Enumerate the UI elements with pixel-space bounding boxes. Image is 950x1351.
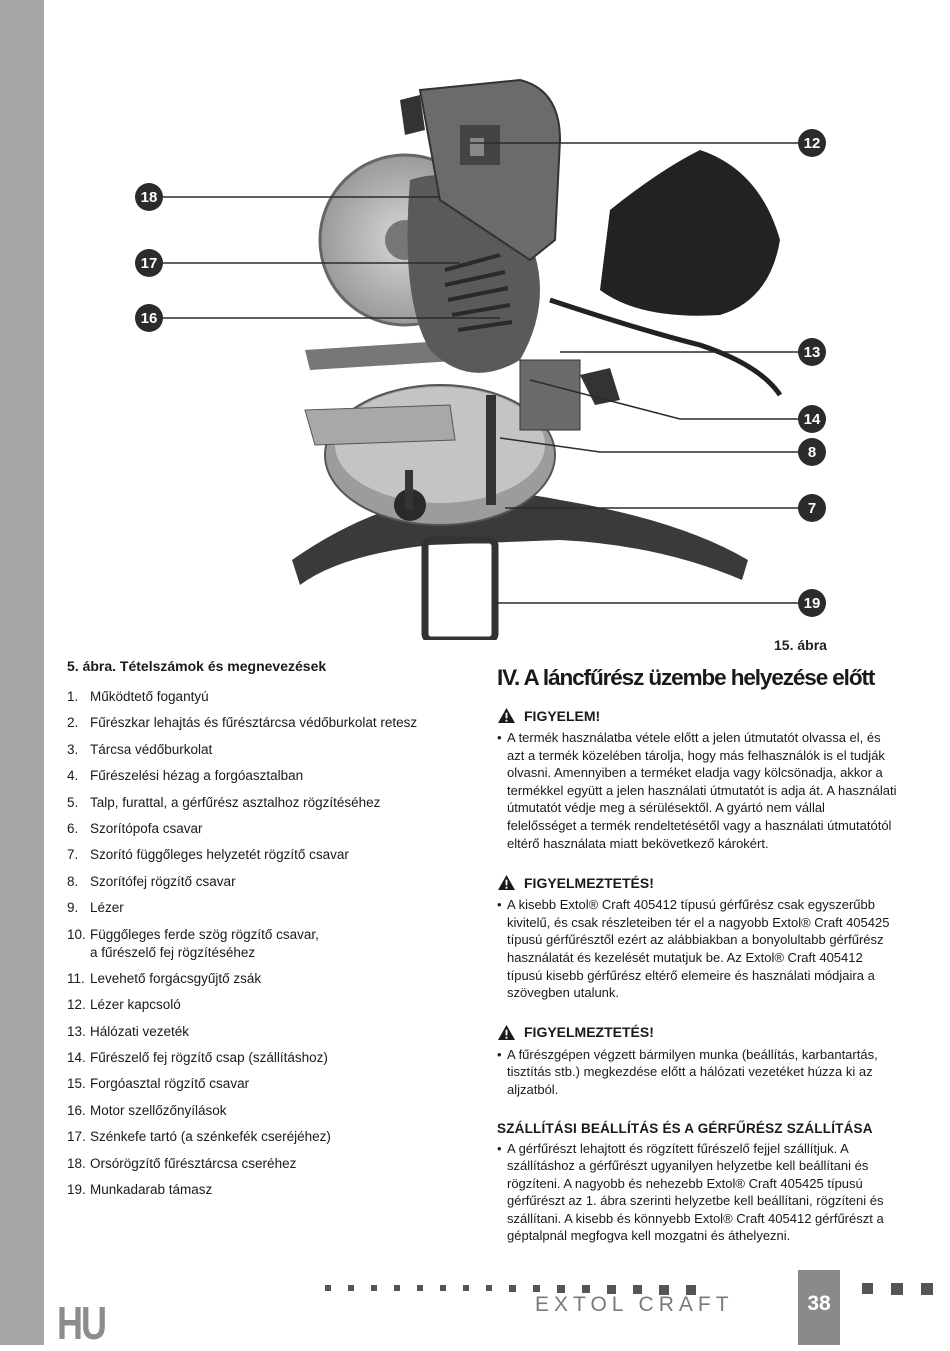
part-name: Szorítófej rögzítő csavar: [90, 873, 236, 889]
bullet-dot: •: [497, 1046, 502, 1062]
transport-text: [497, 1140, 897, 1246]
footer-square: [891, 1283, 903, 1295]
footer-square: [486, 1285, 492, 1291]
warning-heading: [497, 1024, 897, 1041]
callout-14: 14: [798, 405, 826, 433]
parts-list-item: [67, 1181, 467, 1199]
parts-list-item: [67, 846, 467, 864]
warning-text: [497, 729, 897, 852]
warning-text-content: A termék használatba vétele előtt a jelen útmutatót olvassa el, és azt a termék közelében tárolja, hogy más felhasználók is el tudják olvasni. Amennyiben a terméket eladja vagy kölcsönadja, akkor a termékkel együtt a jelen használati útmutatót is adja át. A használati útmutatót védje meg a sérülésektől. A gyártó nem vállal felelősséget a termék rendeltetésétől vagy a használati útmutatótól eltérő használata miatt bekövetkező károkért.: [507, 730, 897, 851]
part-name: Hálózati vezeték: [90, 1023, 190, 1039]
part-name: Talp, furattal, a gérfűrész asztalhoz rögzítéséhez: [90, 794, 381, 810]
warning-text: [497, 1046, 897, 1099]
part-number: 7.: [67, 847, 79, 863]
part-number: 11.: [67, 970, 85, 986]
warning-triangle-icon: [497, 874, 516, 891]
figure-caption: 15. ábra: [774, 637, 827, 653]
callout-17: 17: [135, 249, 163, 277]
section-title: IV. A láncfűrész üzembe helyezése előtt: [497, 665, 875, 690]
transport-text-content: A gérfűrészt lehajtott és rögzített fűrészelő fejjel szállítjuk. A szállításhoz a gérfűrészt ugyanilyen helyzetbe kell beállítani és rögzíteni. A nagyobb és nehezebb Extol® Craft 405425 típusú gérfűrészt az 1. ábra szerinti helyzetbe kell beállítani, rögzíteni és szállítani. A kisebb és könnyebb Extol® Craft 405412 gérfűrészt a géptalpnál megfogva kell mozgatni és áthelyezni.: [507, 1140, 884, 1244]
part-name: Lézer: [90, 900, 124, 916]
parts-list-item: [67, 873, 467, 891]
parts-list-section: [67, 658, 467, 1207]
warning-heading: [497, 874, 897, 891]
part-name: Lézer kapcsoló: [90, 997, 181, 1013]
transport-heading: SZÁLLÍTÁSI BEÁLLÍTÁS ÉS A GÉRFŰRÉSZ SZÁLLÍTÁSA: [497, 1120, 873, 1136]
warning-text: [497, 896, 897, 1002]
part-name: Forgóasztal rögzítő csavar: [90, 1076, 250, 1092]
bullet-dot: •: [497, 897, 502, 913]
part-number: 10.: [67, 926, 86, 942]
parts-list-item: [67, 1049, 467, 1067]
footer-square: [557, 1285, 565, 1293]
footer-square: [325, 1285, 331, 1291]
part-name: Függőleges ferde szög rögzítő csavar, a fűrészelő fej rögzítéséhez: [90, 926, 319, 960]
warning-label: FIGYELEM!: [524, 707, 601, 724]
callout-13: 13: [798, 338, 826, 366]
footer-squares-right: [862, 1283, 933, 1295]
warning-text-content: A fűrészgépen végzett bármilyen munka (beállítás, karbantartás, tisztítás stb.) megkezdése előtt a hálózati vezetéket húzza ki az aljzatból.: [507, 1046, 878, 1097]
parts-list-item: [67, 926, 467, 962]
parts-list-item: [67, 970, 467, 988]
footer-square: [440, 1285, 446, 1291]
parts-list-item: [67, 996, 467, 1014]
parts-list-item: [67, 767, 467, 785]
part-name: Szorítópofa csavar: [90, 820, 203, 836]
part-name: Orsórögzítő fűrésztárcsa cseréhez: [90, 1155, 297, 1171]
bullet-dot: •: [497, 730, 502, 745]
warning-triangle-icon: [497, 1024, 516, 1041]
footer-square: [582, 1285, 590, 1293]
part-number: 17.: [67, 1129, 86, 1145]
parts-list-title: 5. ábra. Tételszámok és megnevezések: [67, 658, 327, 674]
footer-square: [417, 1285, 423, 1291]
part-number: 12.: [67, 997, 86, 1013]
part-name: Szorító függőleges helyzetét rögzítő csavar: [90, 847, 349, 863]
warning-label: FIGYELMEZTETÉS!: [524, 874, 654, 891]
parts-list-item: [67, 1155, 467, 1173]
warning-text-content: A kisebb Extol® Craft 405412 típusú gérfűrész csak egyszerűbb kivitelű, és csak részleteiben tér el a nagyobb Extol® Craft 405425 típusú gérfűrésztől ezért az alábbiakban a bonyolultabb gérfűrész használatát és kezelését mutatjuk be. Az Extol® Craft 405412 típusú kisebb gérfűrész eltérő elemeire és használati módjaira a szövegben utalunk.: [507, 897, 890, 1001]
parts-list-item: [67, 1128, 467, 1146]
warning-heading: [497, 707, 897, 724]
warning-label: FIGYELMEZTETÉS!: [524, 1024, 654, 1041]
part-number: 6.: [67, 820, 79, 836]
part-name: Fűrészelő fej rögzítő csap (szállításhoz): [90, 1050, 328, 1066]
part-name: Fűrészkar lehajtás és fűrésztárcsa védőburkolat retesz: [90, 715, 418, 731]
footer-square: [371, 1285, 377, 1291]
mitre-saw-figure: [0, 0, 950, 640]
part-number: 16.: [67, 1102, 86, 1118]
part-name: Levehető forgácsgyűjtő zsák: [90, 970, 262, 986]
part-number: 19.: [67, 1182, 86, 1198]
part-name: Fűrészelési hézag a forgóasztalban: [90, 768, 304, 784]
footer-square: [348, 1285, 354, 1291]
language-code: HU: [57, 1296, 105, 1350]
footer-square: [921, 1283, 933, 1295]
part-number: 14.: [67, 1050, 86, 1066]
parts-list-item: [67, 741, 467, 759]
part-number: 18.: [67, 1155, 86, 1171]
footer-square: [862, 1283, 873, 1294]
parts-list-item: [67, 899, 467, 917]
callout-16: 16: [135, 304, 163, 332]
parts-list-item: [67, 1075, 467, 1093]
part-number: 8.: [67, 873, 79, 889]
callout-8: 8: [798, 438, 826, 466]
parts-list-item: [67, 1023, 467, 1041]
instructions-section: [497, 665, 897, 1267]
footer-square: [394, 1285, 400, 1291]
bullet-dot: •: [497, 1140, 502, 1156]
callout-7: 7: [798, 494, 826, 522]
footer-square: [533, 1285, 540, 1292]
part-name: Szénkefe tartó (a szénkefék cseréjéhez): [90, 1129, 331, 1145]
callout-18: 18: [135, 183, 163, 211]
part-number: 2.: [67, 715, 79, 731]
part-number: 9.: [67, 900, 79, 916]
part-number: 5.: [67, 794, 79, 810]
parts-list-item: [67, 714, 467, 732]
parts-list: [67, 688, 467, 1199]
parts-list-item: [67, 820, 467, 838]
callout-19: 19: [798, 589, 826, 617]
parts-list-item: [67, 688, 467, 706]
footer-square: [463, 1285, 469, 1291]
part-name: Motor szellőzőnyílások: [90, 1102, 227, 1118]
footer-square: [509, 1285, 516, 1292]
part-number: 15.: [67, 1076, 86, 1092]
part-number: 1.: [67, 689, 79, 704]
part-number: 4.: [67, 768, 79, 784]
part-number: 13.: [67, 1023, 86, 1039]
part-number: 3.: [67, 741, 79, 757]
parts-list-item: [67, 794, 467, 812]
part-name: Működtető fogantyú: [90, 689, 209, 704]
callout-12: 12: [798, 129, 826, 157]
part-name: Tárcsa védőburkolat: [90, 741, 213, 757]
parts-list-item: [67, 1102, 467, 1120]
warning-triangle-icon: [497, 707, 516, 724]
page-number: 38: [798, 1270, 840, 1345]
brand-logo: EXTOL CRAFT: [535, 1293, 734, 1316]
part-name: Munkadarab támasz: [90, 1182, 213, 1198]
